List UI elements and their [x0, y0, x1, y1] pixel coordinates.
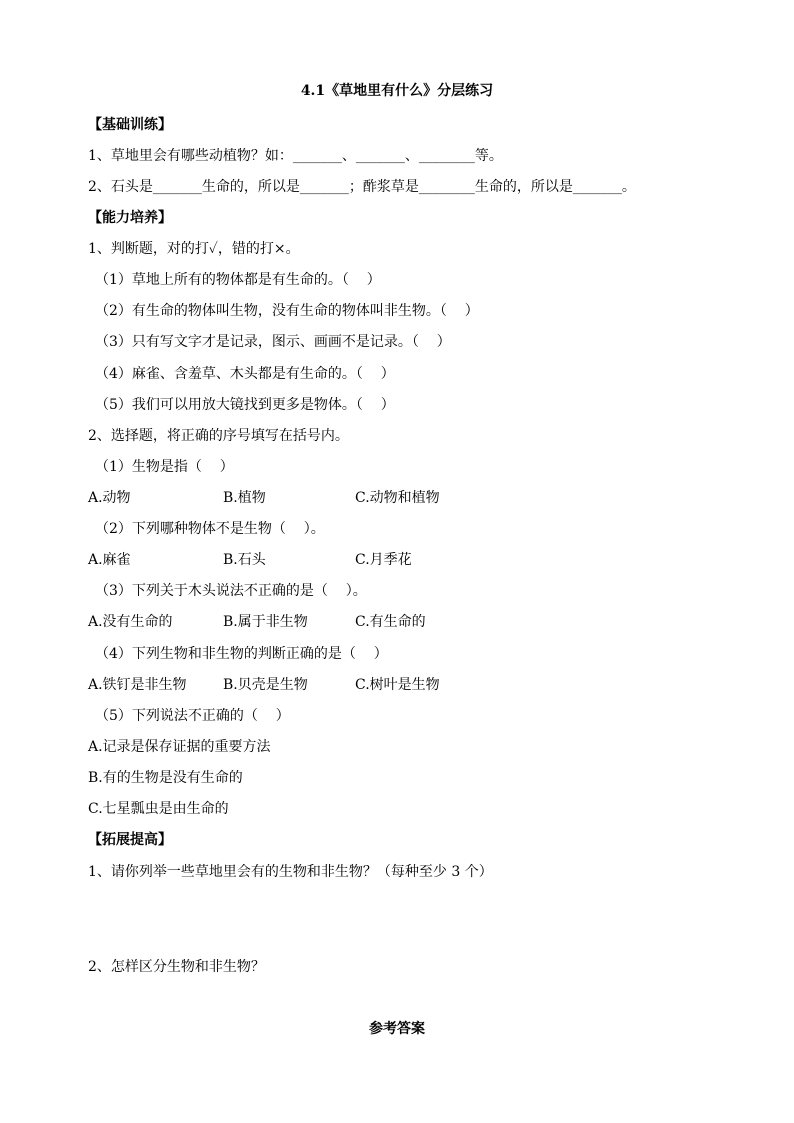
- section-basic-heading: 【基础训练】: [88, 117, 172, 133]
- judge-item-3: （3）只有写文字才是记录，图示、画画不是记录。（ ）: [95, 334, 451, 350]
- choice-5-option-b: B.有的生物是没有生命的: [88, 770, 243, 786]
- answers-heading: 参考答案: [369, 1021, 425, 1037]
- judge-item-5: （5）我们可以用放大镜找到更多是物体。（ ）: [95, 397, 395, 413]
- choice-4-option-a: A.铁钉是非生物: [88, 677, 187, 693]
- choice-1-stem: （1）生物是指（ ）: [95, 459, 234, 475]
- choice-2-option-c: C.月季花: [355, 552, 412, 568]
- choice-2-option-a: A.麻雀: [88, 552, 131, 568]
- choice-1-option-b: B.植物: [223, 490, 266, 506]
- extend-question-1: 1、请你列举一些草地里会有的生物和非生物？（每种至少 3 个）: [88, 864, 493, 880]
- choice-3-option-b: B.属于非生物: [223, 614, 308, 630]
- choice-heading: 2、选择题，将正确的序号填写在括号内。: [88, 428, 349, 444]
- section-extend-heading: 【拓展提高】: [88, 832, 172, 848]
- choice-3-stem: （3）下列关于木头说法不正确的是（ ）。: [95, 583, 367, 599]
- basic-question-2: 2、石头是_______生命的，所以是_______；酢浆草是________生命的，所以是_______。: [88, 179, 636, 195]
- judge-item-4: （4）麻雀、含羞草、木头都是有生命的。（ ）: [95, 366, 395, 382]
- choice-4-option-c: C.树叶是生物: [355, 677, 440, 693]
- choice-5-option-a: A.记录是保存证据的重要方法: [88, 739, 271, 755]
- page-title: 4.1《草地里有什么》分层练习: [300, 83, 494, 99]
- choice-4-option-b: B.贝壳是生物: [223, 677, 308, 693]
- choice-1-option-a: A.动物: [88, 490, 131, 506]
- extend-question-2: 2、怎样区分生物和非生物？: [88, 959, 265, 975]
- judge-heading: 1、判断题，对的打✓，错的打×。: [88, 241, 300, 257]
- judge-item-1: （1）草地上所有的物体都是有生命的。（ ）: [95, 272, 381, 288]
- choice-1-option-c: C.动物和植物: [355, 490, 440, 506]
- basic-question-1: 1、草地里会有哪些动植物？如：_______、_______、________等。: [88, 148, 503, 164]
- choice-4-stem: （4）下列生物和非生物的判断正确的是（ ）: [95, 646, 388, 662]
- judge-item-2: （2）有生命的物体叫生物，没有生命的物体叫非生物。（ ）: [95, 303, 479, 319]
- choice-3-option-a: A.没有生命的: [88, 614, 173, 630]
- choice-2-stem: （2）下列哪种物体不是生物（ ）。: [95, 521, 325, 537]
- choice-2-option-b: B.石头: [223, 552, 266, 568]
- choice-5-option-c: C.七星瓢虫是由生命的: [88, 801, 229, 817]
- choice-5-stem: （5）下列说法不正确的（ ）: [95, 708, 290, 724]
- section-ability-heading: 【能力培养】: [88, 210, 172, 226]
- choice-3-option-c: C.有生命的: [355, 614, 426, 630]
